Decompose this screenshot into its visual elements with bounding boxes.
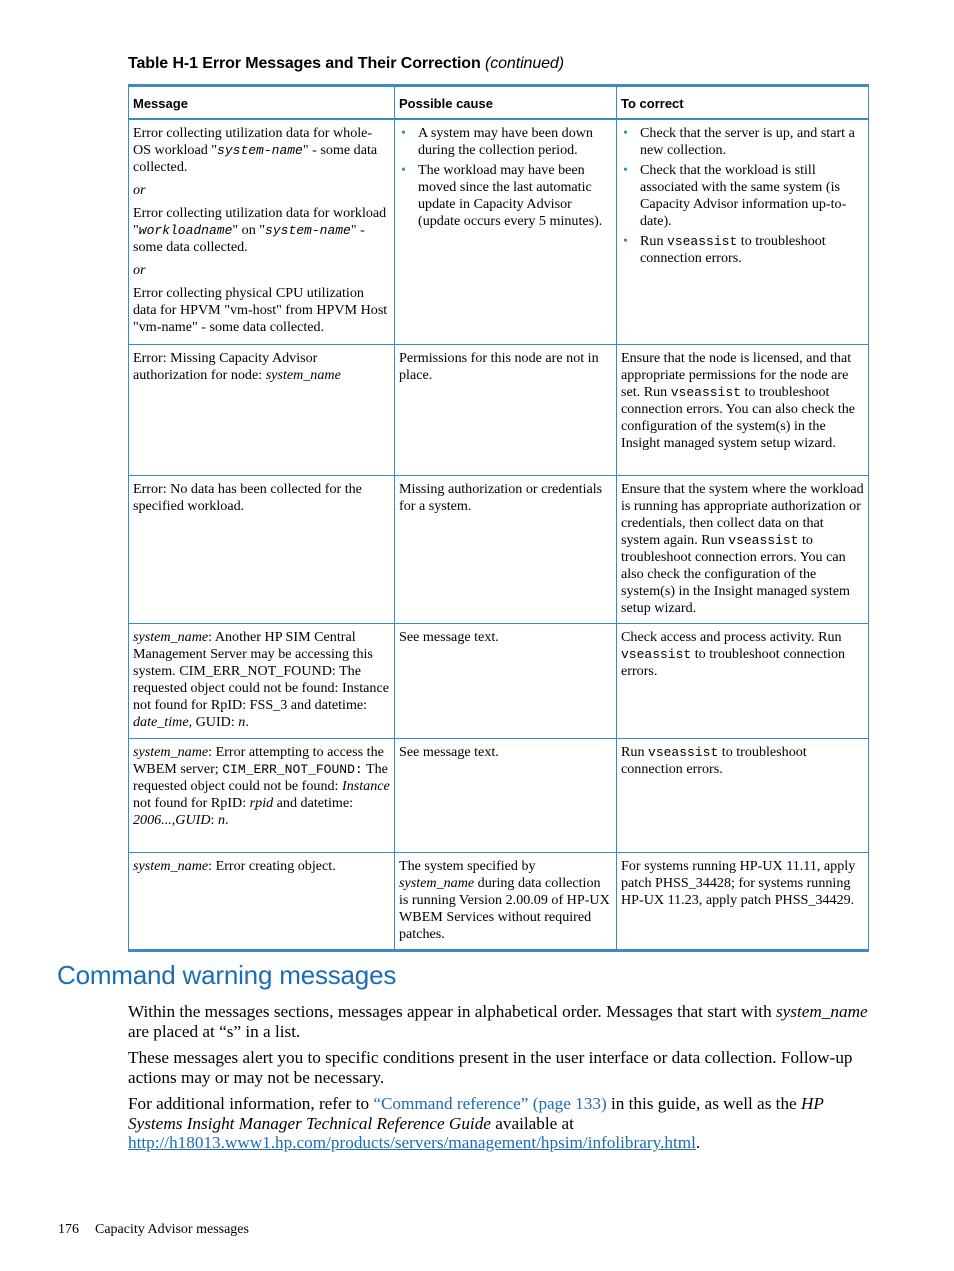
error-messages-table bbox=[128, 84, 869, 952]
cause-cell: The system specified by system_name during data collection is running Version 2.00.09 of HP-UX WBEM Services without required patches. bbox=[395, 852, 617, 950]
fix-cell: Check access and process activity. Run vseassist to troubleshoot connection errors. bbox=[617, 623, 869, 738]
cause-cell: See message text. bbox=[395, 738, 617, 852]
table-row bbox=[129, 119, 869, 344]
cause-cell: See message text. bbox=[395, 623, 617, 738]
vseassist-command: vseassist bbox=[621, 646, 692, 662]
section-body bbox=[128, 1002, 873, 1160]
or-separator: or bbox=[133, 182, 146, 198]
caption-suffix: (continued) bbox=[485, 55, 564, 72]
message-cell: system_name: Another HP SIM Central Management Server may be accessing this system. CIM_ERR_NOT_FOUND: The requested object could not be found: Instance not found for RpID: FSS_3 and datetime: date_time, GUID: n. bbox=[129, 623, 395, 738]
table-caption bbox=[128, 55, 564, 73]
page-footer bbox=[58, 1222, 249, 1238]
list-item: • Run vseassist to troubleshoot connection errors. bbox=[640, 233, 864, 267]
column-header-possible-cause: Possible cause bbox=[395, 86, 617, 120]
cause-cell: Missing authorization or credentials for a system. bbox=[395, 475, 617, 623]
message-text: Error collecting utilization data for whole-OS workload "system-name" - some data collected. bbox=[133, 125, 378, 175]
cause-list bbox=[399, 125, 612, 230]
list-item: • Check that the workload is still associated with the same system (is Capacity Advisor information up-to-date). bbox=[640, 162, 864, 230]
infolibrary-url-link[interactable]: http://h18013.www1.hp.com/products/servers/management/hpsim/infolibrary.html bbox=[128, 1133, 696, 1152]
vseassist-command: vseassist bbox=[728, 532, 799, 548]
vseassist-command: vseassist bbox=[670, 384, 741, 400]
paragraph: These messages alert you to specific conditions present in the user interface or data collection. Follow-up actions may or may not be necessary. bbox=[128, 1048, 853, 1087]
list-item: • A system may have been down during the collection period. bbox=[418, 125, 612, 159]
section-heading: Command warning messages bbox=[57, 960, 397, 990]
table-row bbox=[129, 852, 869, 950]
message-cell bbox=[129, 119, 395, 344]
paragraph: For additional information, refer to “Command reference” (page 133) in this guide, as well as the HP Systems Insight Manager Technical Reference Guide available at http://h18013.www1.hp.com/products/servers/management/hpsim/infolibrary.html. bbox=[128, 1094, 824, 1152]
fix-cell bbox=[617, 119, 869, 344]
list-item: • The workload may have been moved since the last automatic update in Capacity Advisor (update occurs every 5 minutes). bbox=[418, 162, 612, 230]
table-row bbox=[129, 623, 869, 738]
page-number: 176 bbox=[58, 1222, 79, 1237]
fix-cell: Run vseassist to troubleshoot connection errors. bbox=[617, 738, 869, 852]
command-reference-link[interactable]: “Command reference” (page 133) bbox=[373, 1094, 607, 1113]
message-text: Error collecting physical CPU utilization data for HPVM "vm-host" from HPVM Host "vm-name" - some data collected. bbox=[133, 285, 388, 335]
fix-cell: Ensure that the system where the workload is running has appropriate authorization or credentials, then collect data on that system again. Run vseassist to troubleshoot connection errors. You can also check the configuration of the system(s) in the Insight managed system setup wizard. bbox=[617, 475, 869, 623]
message-cell: Error: No data has been collected for the specified workload. bbox=[129, 475, 395, 623]
message-cell: Error: Missing Capacity Advisor authorization for node: system_name bbox=[129, 344, 395, 475]
list-item: • Check that the server is up, and start a new collection. bbox=[640, 125, 864, 159]
paragraph: Within the messages sections, messages appear in alphabetical order. Messages that start with system_name are placed at “s” in a list. bbox=[128, 1002, 868, 1041]
cause-cell: Permissions for this node are not in place. bbox=[395, 344, 617, 475]
fix-list bbox=[621, 125, 864, 267]
footer-title: Capacity Advisor messages bbox=[95, 1222, 249, 1237]
or-separator: or bbox=[133, 262, 146, 278]
message-text: Error collecting utilization data for workload "workloadname" on "system-name" - some data collected. bbox=[133, 205, 387, 255]
cause-cell bbox=[395, 119, 617, 344]
reference-guide-title: HP Systems Insight Manager Technical Reference Guide bbox=[128, 1094, 824, 1133]
table-row bbox=[129, 344, 869, 475]
fix-cell: Ensure that the node is licensed, and that appropriate permissions for the node are set. Run vseassist to troubleshoot connection errors. You can also check the configuration of the system(s) in the Insight managed system setup wizard. bbox=[617, 344, 869, 475]
vseassist-command: vseassist bbox=[667, 234, 738, 249]
column-header-to-correct: To correct bbox=[617, 86, 869, 120]
column-header-message: Message bbox=[129, 86, 395, 120]
table-row bbox=[129, 475, 869, 623]
table-row bbox=[129, 738, 869, 852]
vseassist-command: vseassist bbox=[648, 744, 719, 760]
message-cell: system_name: Error creating object. bbox=[129, 852, 395, 950]
table-header-row bbox=[129, 86, 869, 120]
fix-cell: For systems running HP-UX 11.11, apply patch PHSS_34428; for systems running HP-UX 11.23, apply patch PHSS_34429. bbox=[617, 852, 869, 950]
caption-label: Table H-1 Error Messages and Their Correction bbox=[128, 55, 481, 72]
message-cell: system_name: Error attempting to access the WBEM server; CIM_ERR_NOT_FOUND: The requested object could not be found: Instance not found for RpID: rpid and datetime: 2006...,GUID: n. bbox=[129, 738, 395, 852]
